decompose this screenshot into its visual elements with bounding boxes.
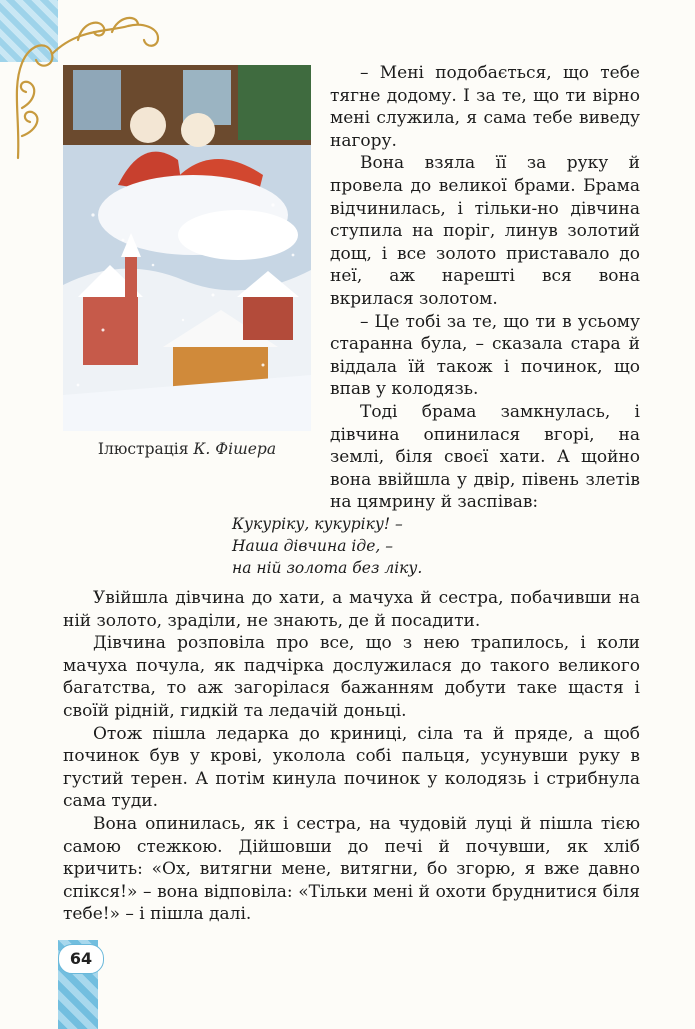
caption-author: К. Фішера [193, 440, 277, 458]
page-number: 64 [58, 944, 104, 974]
paragraph: Дівчина розповіла про все, що з нею трапилось, і коли мачуха почула, як падчірка дослужилася до такого великого багатства, то аж загорілася бажанням добути таке щастя і своїй рідній, гидкій та ледачій доньці. [63, 633, 640, 721]
paragraph: Отож пішла ледарка до криниці, сіла та й пряде, а щоб починок був у крові, уколола собі пальця, усунувши руку в густий терен. А потім кинула починок у колодязь і стрибнула сама туди. [63, 723, 640, 812]
text-full-width [63, 587, 640, 926]
illustration-caption [63, 440, 311, 458]
poem-line: на ній золота без ліку. [232, 559, 423, 577]
paragraph: Вона опинилась, як і сестра, на чудовій луці й пішла тією самою стежкою. Дійшовши до печі й почувши, як хліб кричить: «Ох, витягни мене, витягни, бо згорю, я вже давно спікся!» – вона відповіла: «Тільки мені й охоти бруднитися біля тебе!» – і пішла далі. [63, 813, 640, 925]
caption-prefix: Ілюстрація [97, 440, 194, 458]
paragraph: – Це тобі за те, що ти в усьому старанна була, – сказала стара й віддала їй також і починок, що впав у колодязь. [330, 311, 640, 400]
poem-block [232, 513, 422, 579]
poem-line: Наша дівчина іде, – [232, 537, 393, 555]
text-column-right [330, 62, 640, 514]
paragraph: Увійшла дівчина до хати, а мачуха й сестра, побачивши на ній золото, зраділи, не знають, де й посадити. [63, 588, 640, 631]
poem-line: Кукуріку, кукуріку! – [232, 515, 403, 533]
illustration-image [63, 65, 311, 431]
illustration-drawing [63, 65, 311, 431]
paragraph: Вона взяла її за руку й провела до великої брами. Брама відчинилась, і тільки-но дівчина ступила на поріг, линув золотий дощ, і все золото приставало до неї, аж нарешті вся вона вкрилася золотом. [330, 153, 640, 309]
paragraph: – Мені подобається, що тебе тягне додому. І за те, що ти вірно мені служила, я сама тебе виведу нагору. [330, 63, 640, 151]
paragraph: Тоді брама замкнулась, і дівчина опинилася вгорі, на землі, біля своєї хати. А щойно вона ввійшла у двір, півень злетів на цямрину й заспівав: [330, 401, 640, 513]
